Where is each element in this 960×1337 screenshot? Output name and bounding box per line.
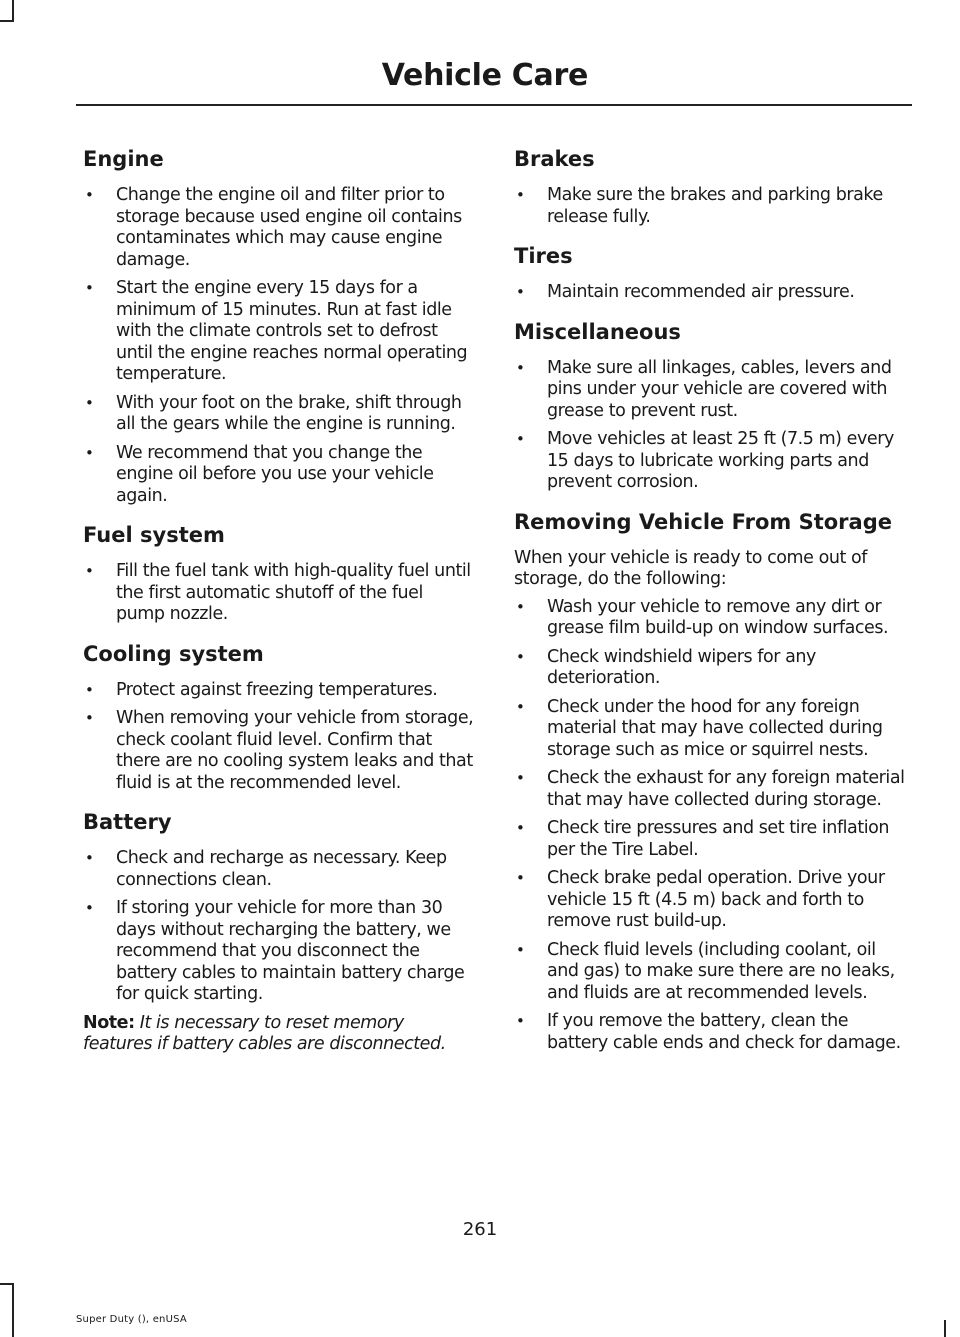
- list-item: • If you remove the battery, clean the battery cable ends and check for damage.: [514, 1011, 909, 1054]
- section-fuel-system: [83, 521, 476, 626]
- list-item: • Wash your vehicle to remove any dirt or grease film build-up on window surfaces.: [514, 597, 909, 640]
- list-item: • Maintain recommended air pressure.: [514, 282, 909, 304]
- list-item: • Check and recharge as necessary. Keep connections clean.: [83, 848, 476, 891]
- bullet-list: [514, 185, 909, 228]
- list-item: • Check windshield wipers for any deterioration.: [514, 647, 909, 690]
- section-engine: [83, 145, 476, 507]
- section-removing-from-storage: [514, 508, 909, 1055]
- section-miscellaneous: [514, 318, 909, 494]
- list-item: • Change the engine oil and filter prior to storage because used engine oil contains contaminates which may cause engine damage.: [83, 185, 476, 271]
- list-item: • Protect against freezing temperatures.: [83, 680, 476, 702]
- bullet-list: [83, 680, 476, 795]
- section-heading: Removing Vehicle From Storage: [514, 509, 892, 534]
- list-item: • Move vehicles at least 25 ft (7.5 m) every 15 days to lubricate working parts and prevent corrosion.: [514, 429, 909, 494]
- note-label: Note:: [83, 1012, 135, 1033]
- bullet-list: [83, 561, 476, 626]
- bullet-list: [514, 597, 909, 1055]
- list-item: • Check the exhaust for any foreign material that may have collected during storage.: [514, 768, 909, 811]
- crop-mark-bottom-left: [12, 1283, 14, 1337]
- section-heading: Engine: [83, 147, 164, 171]
- left-column: [83, 145, 476, 1062]
- section-heading: Battery: [83, 810, 172, 834]
- intro-paragraph: When your vehicle is ready to come out of storage, do the following:: [514, 547, 867, 589]
- bullet-list: [83, 848, 476, 1006]
- bullet-list: [514, 282, 909, 304]
- list-item: • Check tire pressures and set tire inflation per the Tire Label.: [514, 818, 909, 861]
- list-item: • Make sure all linkages, cables, levers and pins under your vehicle are covered with grease to prevent rust.: [514, 358, 909, 423]
- page-title: Vehicle Care: [381, 58, 588, 93]
- footer-edition: Super Duty (), enUSA: [76, 1314, 187, 1325]
- list-item: • Fill the fuel tank with high-quality fuel until the first automatic shutoff of the fuel pump nozzle.: [83, 561, 476, 626]
- bullet-list: [514, 358, 909, 494]
- section-heading: Cooling system: [83, 641, 264, 666]
- section-heading: Fuel system: [83, 523, 225, 547]
- list-item: • When removing your vehicle from storage, check coolant fluid level. Confirm that there are no cooling system leaks and that fluid is at the recommended level.: [83, 708, 476, 794]
- page-number: 261: [462, 1219, 498, 1240]
- section-brakes: [514, 145, 909, 228]
- section-heading: Miscellaneous: [514, 319, 681, 344]
- list-item: • Make sure the brakes and parking brake release fully.: [514, 185, 909, 228]
- crop-mark-top-left: [12, 0, 14, 20]
- list-item: • Start the engine every 15 days for a minimum of 15 minutes. Run at fast idle with the climate controls set to defrost until the engine reaches normal operating temperature.: [83, 278, 476, 386]
- list-item: • If storing your vehicle for more than 30 days without recharging the battery, we recommend that you disconnect the battery cables to maintain battery charge for quick starting.: [83, 898, 476, 1006]
- right-column: [514, 145, 909, 1068]
- section-cooling-system: [83, 640, 476, 795]
- note-text: It is necessary to reset memory features if battery cables are disconnected.: [83, 1012, 446, 1054]
- section-tires: [514, 242, 909, 304]
- bullet-list: [83, 185, 476, 507]
- crop-mark-bottom-left-h: [0, 1283, 14, 1285]
- list-item: • Check brake pedal operation. Drive your vehicle 15 ft (4.5 m) back and forth to remove rust build-up.: [514, 868, 909, 933]
- crop-mark-bottom-right: [944, 1320, 946, 1337]
- list-item: • Check fluid levels (including coolant, oil and gas) to make sure there are no leaks, and fluids are at recommended levels.: [514, 940, 909, 1005]
- header-divider: [76, 104, 912, 106]
- crop-mark-top-left-h: [0, 20, 14, 22]
- list-item: • We recommend that you change the engine oil before you use your vehicle again.: [83, 443, 476, 508]
- list-item: • With your foot on the brake, shift through all the gears while the engine is running.: [83, 393, 476, 436]
- section-heading: Brakes: [514, 147, 595, 171]
- list-item: • Check under the hood for any foreign material that may have collected during storage such as mice or squirrel nests.: [514, 697, 909, 762]
- note: [83, 1013, 476, 1056]
- section-battery: [83, 808, 476, 1006]
- section-heading: Tires: [514, 244, 573, 268]
